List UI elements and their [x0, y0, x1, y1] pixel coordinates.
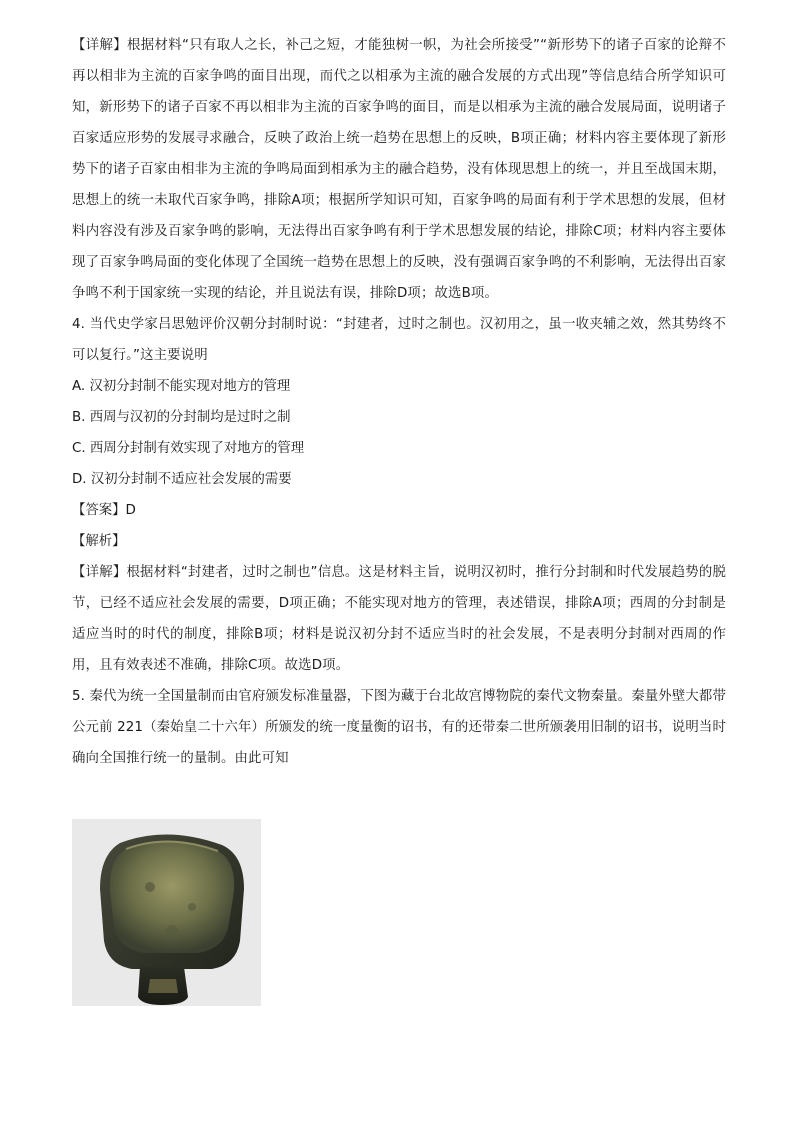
- analysis-label: 【解析】: [72, 534, 126, 549]
- document-page: [72, 30, 726, 774]
- question-4-stem: 4. 当代史学家吕思勉评价汉朝分封制时说：“封建者，过时之制也。汉初用之，虽一收夹辅之效，然其势终不可以复行。”这主要说明: [72, 317, 726, 363]
- question-4-options: [72, 371, 726, 495]
- bronze-measure-icon: [72, 819, 261, 1006]
- question-5-stem: 5. 秦代为统一全国量制而由官府颁发标准量器，下图为藏于台北故宫博物院的秦代文物秦量。秦量外壁大都带公元前 221（秦始皇二十六年）所颁发的统一度量衡的诏书，有的还带秦二世所颁袭用旧制的诏书，说明当时确向全国推行统一的量制。由此可知: [72, 689, 726, 766]
- q3-detail-paragraph: 【详解】根据材料“只有取人之长，补己之短，才能独树一帜，为社会所接受”“新形势下的诸子百家的论辩不再以相非为主流的百家争鸣的面目出现，而代之以相承为主流的融合发展的方式出现”等信息结合所学知识可知，新形势下的诸子百家不再以相非为主流的百家争鸣的面目，而是以相承为主流的融合发展局面，说明诸子百家适应形势的发展寻求融合，反映了政治上统一趋势在思想上的反映，B项正确；材料内容主要体现了新形势下的诸子百家由相非为主流的争鸣局面到相承为主的融合趋势，没有体现思想上的统一，并且至战国末期，思想上的统一未取代百家争鸣，排除A项；根据所学知识可知，百家争鸣的局面有利于学术思想的发展，但材料内容没有涉及百家争鸣的影响，无法得出百家争鸣有利于学术思想发展的结论，排除C项；材料内容主要体现了百家争鸣局面的变化体现了全国统一趋势在思想上的反映，没有强调百家争鸣的不利影响，无法得出百家争鸣不利于国家统一实现的结论，并且说法有误，排除D项；故选B项。: [72, 38, 726, 301]
- option-c: C. 西周分封制有效实现了对地方的管理: [72, 441, 305, 456]
- option-a: A. 汉初分封制不能实现对地方的管理: [72, 379, 291, 394]
- option-b: B. 西周与汉初的分封制均是过时之制: [72, 410, 291, 425]
- answer-label: 【答案】D: [72, 503, 136, 518]
- q4-detail-paragraph: 【详解】根据材料“封建者，过时之制也”信息。这是材料主旨，说明汉初时，推行分封制和时代发展趋势的脱节，已经不适应社会发展的需要，D项正确；不能实现对地方的管理，表述错误，排除A项；西周的分封制是适应当时的时代的制度，排除B项；材料是说汉初分封不适应当时的社会发展，不是表明分封制对西周的作用，且有效表述不准确，排除C项。故选D项。: [72, 565, 726, 673]
- bronze-measure-image: [72, 819, 261, 1006]
- option-d: D. 汉初分封制不适应社会发展的需要: [72, 472, 292, 487]
